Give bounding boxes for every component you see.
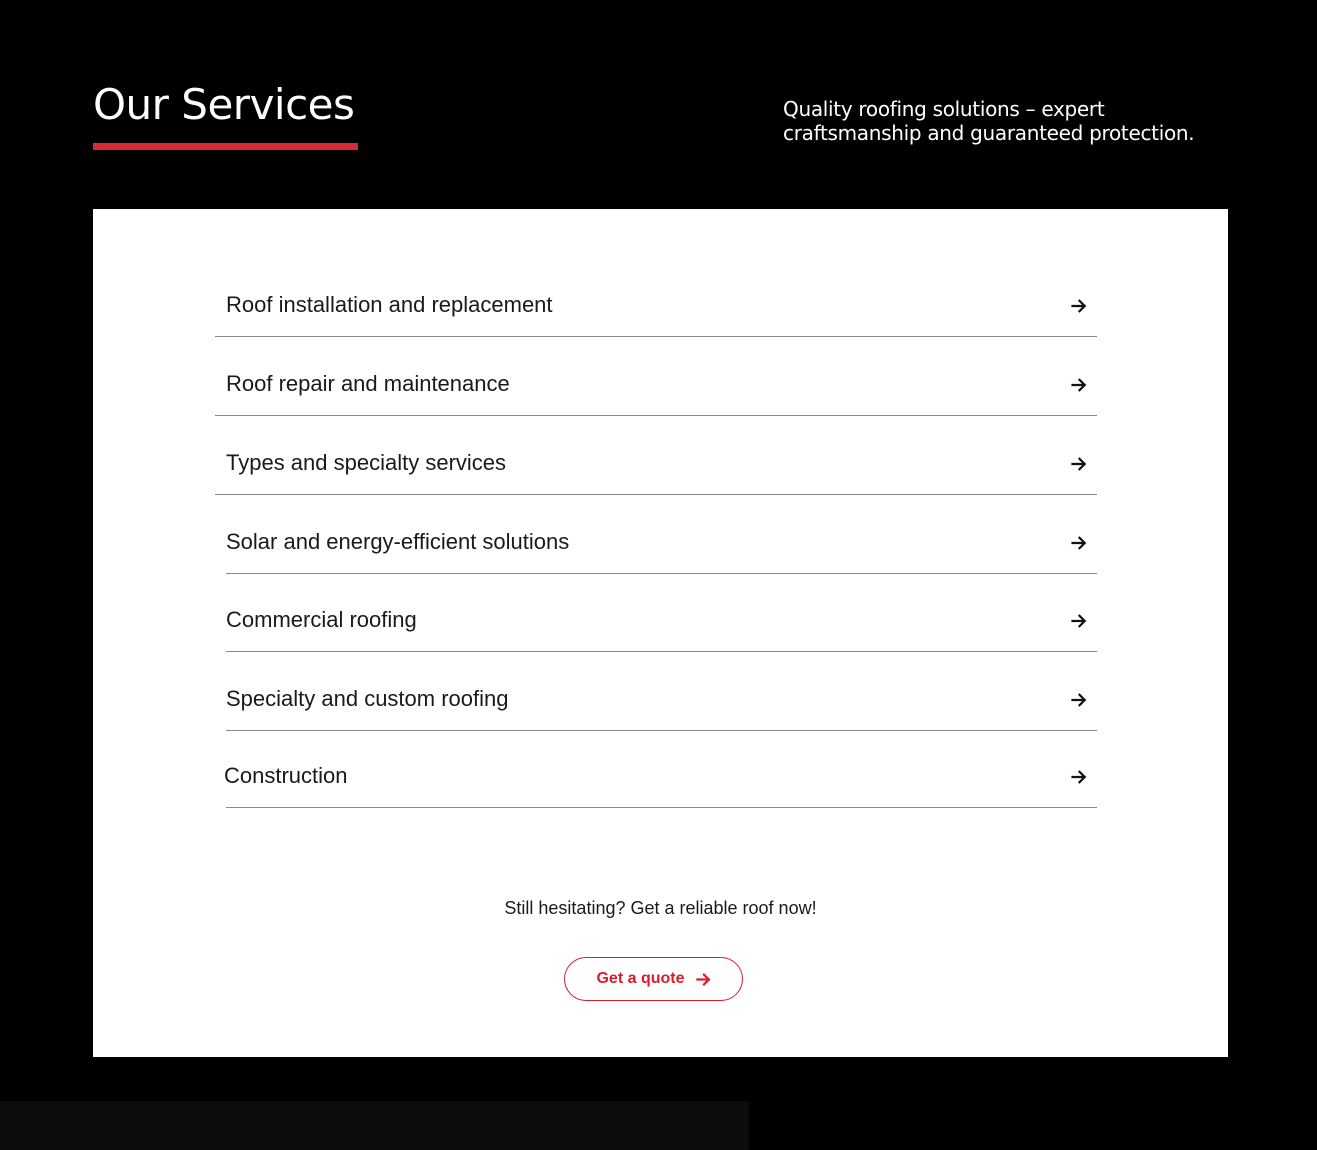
- arrow-right-icon: [1071, 613, 1087, 629]
- arrow-right-icon: [1071, 535, 1087, 551]
- service-item-label: Construction: [224, 763, 348, 788]
- service-item-solar[interactable]: [226, 522, 1097, 574]
- arrow-right-icon: [1071, 377, 1087, 393]
- service-item-roof-installation[interactable]: [215, 285, 1097, 337]
- service-item-label: Roof installation and replacement: [226, 292, 553, 317]
- services-list: [93, 209, 1228, 1057]
- arrow-right-icon: [1071, 769, 1087, 785]
- arrow-right-icon: [696, 972, 711, 987]
- title-underline: [93, 143, 358, 150]
- service-item-label: Solar and energy-efficient solutions: [226, 529, 570, 554]
- arrow-right-icon: [1071, 298, 1087, 314]
- service-item-construction[interactable]: [226, 756, 1097, 808]
- service-item-roof-repair[interactable]: [215, 364, 1097, 416]
- service-item-label: Roof repair and maintenance: [226, 371, 510, 396]
- service-item-types-specialty[interactable]: [215, 443, 1097, 495]
- get-quote-button[interactable]: [564, 957, 743, 1001]
- services-card: [93, 209, 1228, 1057]
- get-quote-label: Get a quote: [596, 970, 685, 987]
- service-item-label: Types and specialty services: [226, 450, 507, 475]
- service-item-label: Specialty and custom roofing: [226, 686, 509, 711]
- service-item-label: Commercial roofing: [226, 607, 417, 632]
- page-title: Our Services: [93, 80, 355, 129]
- arrow-right-icon: [1071, 692, 1087, 708]
- service-item-specialty-custom[interactable]: [226, 679, 1097, 731]
- footer-strip: [0, 1101, 749, 1150]
- header-tagline: Quality roofing solutions – expert craftsmanship and guaranteed protection.: [783, 97, 1195, 145]
- arrow-right-icon: [1071, 456, 1087, 472]
- service-item-commercial[interactable]: [226, 600, 1097, 652]
- cta-text: Still hesitating? Get a reliable roof now!: [504, 898, 817, 918]
